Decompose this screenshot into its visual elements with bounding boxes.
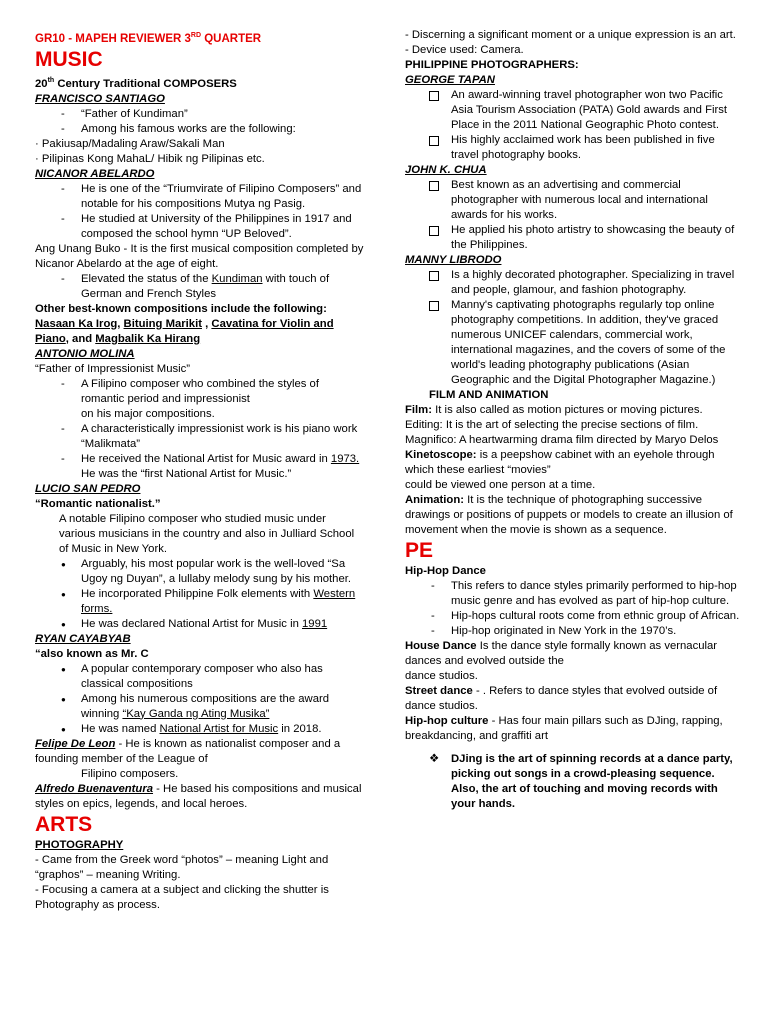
kinetoscope-cont: could be viewed one person at a time. — [405, 479, 596, 491]
magnifico-definition: Magnifico: A heartwarming drama film directed by Maryo Delos — [405, 434, 719, 446]
cayabyab-title: “also known as Mr. C — [35, 647, 149, 660]
list-item: ● Arguably, his most popular work is the well-loved “Sa Ugoy ng Duyan”, a lullaby melody sung by his mother. — [35, 557, 365, 587]
list-item: ● Among his numerous compositions are the award winning “Kay Ganda ng Ating Musika” — [35, 692, 365, 722]
film-definition: Film: It is also called as motion pictures or moving pictures. — [405, 404, 703, 416]
list-item: ● He incorporated Philippine Folk elements with Western forms. — [35, 587, 365, 617]
list-item: Is a highly decorated photographer. Specializing in travel and people, glamour, and fashion photography. — [405, 268, 743, 298]
list-item: - Hip-hop originated in New York in the 1970’s. — [405, 624, 743, 639]
list-item: - A Filipino composer who combined the styles of romantic period and impressionist — [35, 377, 365, 407]
list-item: - He studied at University of the Philippines in 1917 and composed the school hymn “UP Beloved”. — [35, 212, 365, 242]
list-item: - Among his famous works are the following: — [35, 122, 365, 137]
house-dance-definition: House Dance Is the dance style formally known as vernacular dances and evolved outside the — [405, 640, 718, 667]
list-item: - Hip-hops cultural roots come from ethnic group of African. — [405, 609, 743, 624]
arts-line: - Came from the Greek word “photos” – meaning Light and “graphos” – meaning Writing. — [35, 853, 329, 881]
photographer-chua: JOHN K. CHUA — [405, 164, 487, 176]
de-leon-cont: Filipino composers. — [81, 767, 179, 780]
document-title: GR10 - MAPEH REVIEWER 3RD QUARTER — [35, 32, 262, 45]
photographer-tapan: GEORGE TAPAN — [405, 74, 495, 86]
list-item: He applied his photo artistry to showcasing the beauty of the Philippines. — [405, 223, 743, 253]
arts-line: - Device used: Camera. — [405, 44, 524, 56]
list-item: - He received the National Artist for Music award in 1973. He was the “first National Artist for Music.” — [35, 452, 365, 482]
left-column — [35, 28, 365, 913]
other-compositions-intro: Other best-known compositions include the following: — [35, 302, 327, 315]
hiphop-heading: Hip-Hop Dance — [405, 565, 486, 577]
list-item: ● A popular contemporary composer who also has classical compositions — [35, 662, 365, 692]
list-item: Best known as an advertising and commercial photographer with numerous local and international awards for his works. — [405, 178, 743, 223]
list-item: - He is one of the “Triumvirate of Filipino Composers” and notable for his compositions Mutya ng Pasig. — [35, 182, 365, 212]
composer-abelardo: NICANOR ABELARDO — [35, 167, 155, 180]
san-pedro-desc: A notable Filipino composer who studied music under various musicians in the country and also in Julliard School of Music in New York. — [59, 512, 355, 555]
composer-santiago: FRANCISCO SANTIAGO — [35, 92, 165, 105]
arts-line: - Focusing a camera at a subject and clicking the shutter is Photography as process. — [35, 883, 329, 911]
list-item: - “Father of Kundiman” — [35, 107, 365, 122]
music-subtitle: 20th Century Traditional COMPOSERS — [35, 76, 237, 90]
philippine-photographers-heading: PHILIPPINE PHOTOGRAPHERS: — [405, 59, 579, 71]
photography-heading: PHOTOGRAPHY — [35, 838, 124, 851]
list-item: ● He was named National Artist for Music in 2018. — [35, 722, 365, 737]
photographer-librodo: MANNY LIBRODO — [405, 254, 502, 266]
work-item: · Pakiusap/Madaling Araw/Sakali Man — [35, 137, 225, 150]
composer-cayabyab: RYAN CAYABYAB — [35, 632, 131, 645]
list-item: An award-winning travel photographer won two Pacific Asia Tourism Association (PATA) Gold awards and First Place in the 2011 National Geographic Photo contest. — [405, 88, 743, 133]
composer-san-pedro: LUCIO SAN PEDRO — [35, 482, 141, 495]
spacer — [405, 744, 743, 752]
kinetoscope-definition: Kinetoscope: is a peepshow cabinet with an eyehole through which these earliest “movies” — [405, 449, 715, 476]
list-item: ● He was declared National Artist for Music in 1991 — [35, 617, 365, 632]
list-item: - This refers to dance styles primarily performed to hip-hop music genre and has evolved as part of hip-hop culture. — [405, 579, 743, 609]
hiphop-culture-definition: Hip-hop culture - Has four main pillars such as DJing, rapping, breakdancing, and graffiti art — [405, 715, 723, 742]
film-animation-heading: FILM AND ANIMATION — [429, 389, 549, 401]
music-heading: MUSIC — [35, 47, 103, 71]
arts-line: - Discerning a significant moment or a unique expression is an art. — [405, 29, 736, 41]
street-dance-definition: Street dance - . Refers to dance styles that evolved outside of dance studios. — [405, 685, 718, 712]
other-compositions: Nasaan Ka Irog, Bituing Marikit , Cavatina for Violin and Piano, and Magbalik Ka Hirang — [35, 317, 334, 345]
work-item: · Pilipinas Kong MahaL/ Hibik ng Pilipinas etc. — [35, 152, 265, 165]
san-pedro-title: “Romantic nationalist.” — [35, 497, 161, 510]
pe-heading: PE — [405, 539, 434, 562]
composer-molina: ANTONIO MOLINA — [35, 347, 135, 360]
list-item: Manny's captivating photographs regularly top online photography competitions. In addition, they've graced numerous UNICEF calendars, commercial work, international magazines, and the covers of some of the world's leading photography publications (Asian Geographic and the Digital Photographer Magazine.) — [405, 298, 743, 388]
house-dance-cont: dance studios. — [405, 670, 478, 682]
list-item: - Elevated the status of the Kundiman with touch of German and French Styles — [35, 272, 365, 302]
right-column — [405, 28, 743, 812]
animation-definition: Animation: It is the technique of photographing successive drawings or positions of puppets or models to create an illusion of movement when the movie is shown as a sequence. — [405, 494, 733, 536]
ang-unang-buko: Ang Unang Buko - It is the first musical composition completed by Nicanor Abelardo at the age of eight. — [35, 242, 364, 270]
composer-de-leon: Felipe De Leon - He is known as nationalist composer and a founding member of the League of — [35, 737, 341, 765]
list-item: His highly acclaimed work has been published in five travel photography books. — [405, 133, 743, 163]
list-item: - A characteristically impressionist work is his piano work “Malikmata” — [35, 422, 365, 452]
djing-definition: ❖ DJing is the art of spinning records at a dance party, picking out songs in a crowd-pleasing sequence. Also, the art of touching and moving records with your hands. — [405, 752, 743, 812]
molina-title: “Father of Impressionist Music” — [35, 362, 191, 375]
list-item-cont: on his major compositions. — [81, 407, 215, 420]
composer-buenaventura: Alfredo Buenaventura - He based his compositions and musical styles on epics, legends, and local heroes. — [35, 782, 362, 810]
arts-heading: ARTS — [35, 812, 93, 836]
editing-definition: Editing: It is the art of selecting the precise sections of film. — [405, 419, 699, 431]
